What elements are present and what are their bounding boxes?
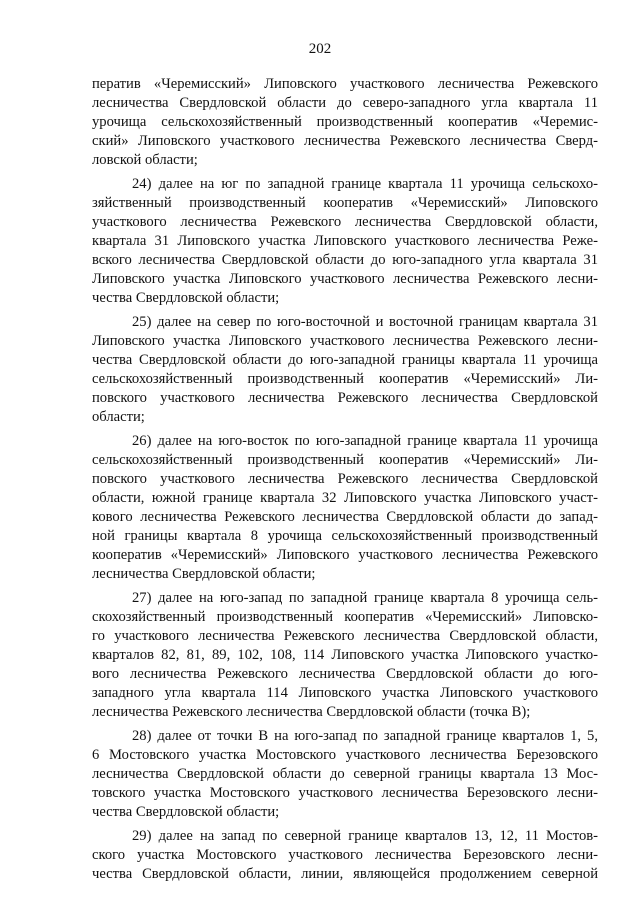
text-line: чества Свердловской области, линии, являющейся продолжением северной xyxy=(92,866,598,882)
paragraph-item-26 xyxy=(92,432,598,584)
paragraph-item-28 xyxy=(92,727,598,822)
paragraph-item-27 xyxy=(92,589,598,722)
text-line: повского участкового лесничества Режевского лесничества Свердловской xyxy=(92,390,598,406)
text-line: чества Свердловской области; xyxy=(92,804,280,820)
text-line: 28) далее от точки В на юго-запад по западной границе кварталов 1, 5, xyxy=(132,728,598,744)
text-line: сельскохозяйственный производственный кооператив «Черемисский» Ли- xyxy=(92,371,598,387)
document-body xyxy=(92,75,598,889)
text-line: зяйственный производственный кооператив «Черемисский» Липовского xyxy=(92,195,598,211)
text-line: чества Свердловской области; xyxy=(92,290,280,306)
text-line: участкового лесничества Режевского лесничества Свердловской области, xyxy=(92,214,598,230)
text-line: лесничества Режевского лесничества Свердловской области (точка В); xyxy=(92,704,531,720)
text-line: вского лесничества Свердловской области до юго-западного угла квартала 31 xyxy=(92,252,598,268)
paragraph-item-25 xyxy=(92,313,598,427)
text-line: скохозяйственный производственный кооператив «Черемисский» Липовско- xyxy=(92,609,598,625)
text-line: кового лесничества Режевского лесничества Свердловской области до запад- xyxy=(92,509,598,525)
text-line: 24) далее на юг по западной границе квартала 11 урочища сельскохо- xyxy=(132,176,598,192)
paragraph-item-29 xyxy=(92,827,598,884)
text-line: го участкового лесничества Режевского лесничества Свердловской области, xyxy=(92,628,598,644)
text-line: повского участкового лесничества Режевского лесничества Свердловской xyxy=(92,471,598,487)
text-line: сельскохозяйственный производственный кооператив «Черемисский» Ли- xyxy=(92,452,598,468)
text-line: Липовского участка Липовского участкового лесничества Режевского лесни- xyxy=(92,333,598,349)
text-line: ловской области; xyxy=(92,152,198,168)
text-line: Липовского участка Липовского участкового лесничества Режевского лесни- xyxy=(92,271,598,287)
text-line: 29) далее на запад по северной границе кварталов 13, 12, 11 Мостов- xyxy=(132,828,598,844)
text-line: урочища сельскохозяйственный производственный кооператив «Черемис- xyxy=(92,114,598,130)
paragraph-item-24 xyxy=(92,175,598,308)
paragraph-continuation xyxy=(92,75,598,170)
text-line: квартала 31 Липовского участка Липовского участкового лесничества Реже- xyxy=(92,233,598,249)
text-line: лесничества Свердловской области; xyxy=(92,566,316,582)
text-line: 6 Мостовского участка Мостовского участкового лесничества Березовского xyxy=(92,747,598,763)
text-line: кварталов 82, 81, 89, 102, 108, 114 Липовского участка Липовского участко- xyxy=(92,647,598,663)
page-number: 202 xyxy=(308,41,332,57)
text-line: лесничества Свердловской области до северной границы квартала 13 Мос- xyxy=(92,766,598,782)
text-line: кооператив «Черемисский» Липовского участкового лесничества Режевского xyxy=(92,547,598,563)
text-line: области, южной границе квартала 32 Липовского участка Липовского участ- xyxy=(92,490,598,506)
text-line: чества Свердловской области до юго-западной границы квартала 11 урочища xyxy=(92,352,598,368)
text-line: западного угла квартала 114 Липовского участка Липовского участкового xyxy=(92,685,598,701)
text-line: 26) далее на юго-восток по юго-западной границе квартала 11 урочища xyxy=(132,433,598,449)
text-line: вого лесничества Режевского лесничества Свердловской области до юго- xyxy=(92,666,598,682)
text-line: 25) далее на север по юго-восточной и восточной границам квартала 31 xyxy=(132,314,598,330)
text-line: ператив «Черемисский» Липовского участкового лесничества Режевского xyxy=(92,76,598,92)
text-line: ский» Липовского участкового лесничества Режевского лесничества Сверд- xyxy=(92,133,598,149)
text-line: ского участка Мостовского участкового лесничества Березовского лесни- xyxy=(92,847,598,863)
text-line: товского участка Мостовского участкового лесничества Березовского лесни- xyxy=(92,785,598,801)
text-line: 27) далее на юго-запад по западной границе квартала 8 урочища сель- xyxy=(132,590,598,606)
text-line: области; xyxy=(92,409,145,425)
text-line: лесничества Свердловской области до северо-западного угла квартала 11 xyxy=(92,95,598,111)
text-line: ной границы квартала 8 урочища сельскохозяйственный производственный xyxy=(92,528,598,544)
